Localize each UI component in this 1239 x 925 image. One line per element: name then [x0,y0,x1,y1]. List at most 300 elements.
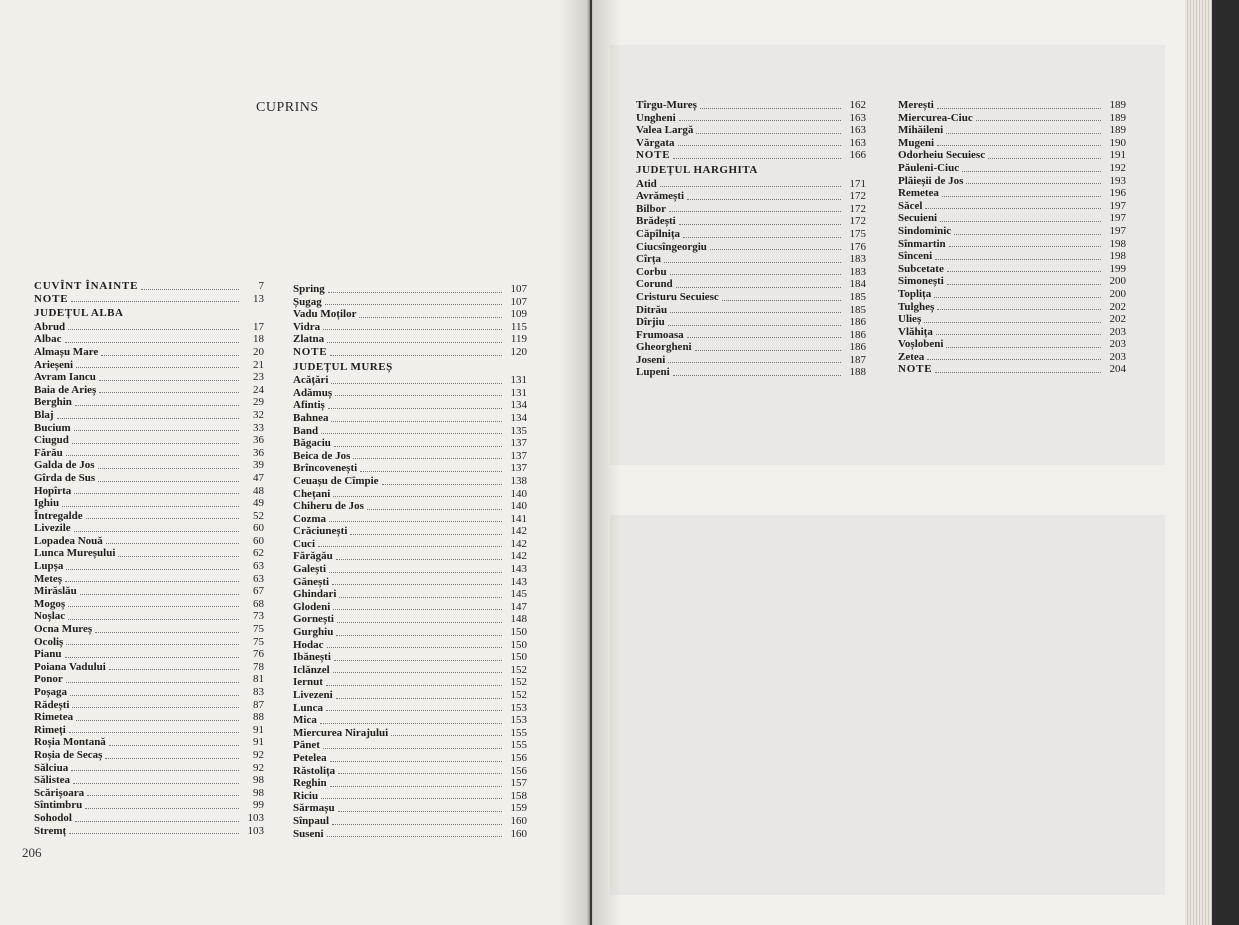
toc-column-4 [898,99,1126,376]
dot-leader [332,824,502,825]
entry-title: Bahnea [293,411,329,424]
entry-title: Pănet [293,739,320,752]
toc-entry [293,283,527,296]
dot-leader [676,287,841,288]
entry-title: Berghin [34,396,72,409]
entry-title: Band [293,424,319,437]
toc-entry [293,346,527,359]
toc-entry [898,313,1126,326]
entry-title: Poiana Vadului [34,660,106,673]
dot-leader [141,289,239,290]
dot-leader [66,455,239,456]
entry-title: Ighiu [34,497,60,510]
entry-page-number: 36 [253,446,264,459]
toc-entry [898,162,1126,175]
toc-entry [636,99,866,112]
entry-title: Ceuașu de Cîmpie [293,474,379,487]
dot-leader [72,707,239,708]
dot-leader [336,635,502,636]
toc-entry [293,450,527,463]
dot-leader [76,367,239,368]
toc-entry [636,278,866,291]
dot-leader [988,158,1101,159]
entry-title: Remetea [898,187,939,200]
entry-title: Roșia de Secaș [34,748,103,761]
entry-page-number: 134 [510,411,527,424]
toc-entry [293,689,527,702]
dot-leader [318,546,502,547]
toc-entry [898,187,1126,200]
toc-entry [34,346,264,359]
dot-leader [947,271,1101,272]
entry-page-number: 150 [510,638,527,651]
dot-leader [722,300,841,301]
toc-entry [293,296,527,309]
entry-page-number: 158 [510,789,527,802]
entry-page-number: 145 [510,588,527,601]
dot-leader [331,421,502,422]
entry-page-number: 142 [510,525,527,538]
toc-entry [34,724,264,737]
right-page [592,0,1212,925]
toc-entry [34,560,264,573]
dot-leader [74,493,239,494]
entry-page-number: 184 [849,278,866,291]
dot-leader [69,732,239,733]
toc-entry [34,585,264,598]
entry-title: NOTE [34,292,69,305]
bleed-through-area [610,515,1165,895]
entry-title: Atid [636,177,657,190]
entry-title: Ditrău [636,303,668,316]
dot-leader [66,644,239,645]
dot-leader [86,518,239,519]
dot-leader [320,723,502,724]
toc-entry [293,374,527,387]
dot-leader [696,133,841,134]
dot-leader [687,199,841,200]
entry-page-number: 76 [253,648,264,661]
entry-title: Rimetea [34,711,74,724]
dot-leader [76,720,239,721]
dot-leader [329,521,502,522]
entry-title: Ungheni [636,111,676,124]
dot-leader [946,347,1101,348]
entry-page-number: 155 [510,739,527,752]
entry-title: Corbu [636,265,667,278]
toc-entry [34,371,264,384]
entry-page-number: 160 [510,827,527,840]
entry-page-number: 131 [510,386,527,399]
toc-entry [293,626,527,639]
dot-leader [350,534,502,535]
entry-title: Rimeți [34,723,66,736]
dot-leader [360,471,502,472]
dot-leader [98,468,239,469]
county-heading [636,164,866,177]
toc-entry [636,112,866,125]
entry-title: Sălciua [34,761,69,774]
entry-page-number: 21 [253,358,264,371]
entry-page-number: 189 [1109,111,1126,124]
toc-entry [293,576,527,589]
entry-title: Scărișoara [34,786,85,799]
entry-page-number: 107 [510,295,527,308]
toc-entry [293,399,527,412]
dot-leader [679,224,841,225]
entry-page-number: 200 [1109,287,1126,300]
entry-title: Fărăgău [293,550,333,563]
entry-page-number: 176 [849,240,866,253]
entry-page-number: 183 [849,265,866,278]
dot-leader [329,572,502,573]
toc-entry [34,636,264,649]
dot-leader [935,372,1101,373]
entry-page-number: 143 [510,563,527,576]
dot-leader [391,735,502,736]
dot-leader [962,171,1101,172]
entry-page-number: 142 [510,550,527,563]
dot-leader [330,786,502,787]
dot-leader [106,543,239,544]
entry-page-number: 153 [510,701,527,714]
entry-title: Suseni [293,827,324,840]
entry-page-number: 185 [849,290,866,303]
entry-title: Brădești [636,215,676,228]
toc-entry [34,333,264,346]
entry-page-number: 13 [253,292,264,305]
toc-entry [34,774,264,787]
entry-page-number: 33 [253,421,264,434]
left-page [0,0,590,925]
toc-entry [293,752,527,765]
toc-entry [34,825,264,838]
dot-leader [669,211,841,212]
entry-title: Galda de Jos [34,459,95,472]
entry-page-number: 189 [1109,124,1126,137]
entry-title: Meteș [34,572,63,585]
dot-leader [934,297,1101,298]
toc-entry [293,639,527,652]
toc-entry [636,266,866,279]
entry-page-number: 87 [253,698,264,711]
entry-title: Păuleni-Ciuc [898,161,960,174]
entry-page-number: 60 [253,522,264,535]
entry-title: Tîrgu-Mureș [636,99,697,111]
toc-entry [34,485,264,498]
toc-entry [34,610,264,623]
toc-entry [636,137,866,150]
entry-title: Ulieș [898,313,922,326]
entry-page-number: 140 [510,487,527,500]
toc-entry [898,263,1126,276]
dot-leader [68,329,239,330]
entry-title: Gîrda de Sus [34,471,96,484]
entry-page-number: 62 [253,547,264,560]
dot-leader [935,259,1101,260]
entry-title: JUDEȚUL ALBA [34,307,124,320]
toc-entry [34,573,264,586]
entry-page-number: 203 [1109,350,1126,363]
dot-leader [700,108,841,109]
dot-leader [710,249,841,250]
dot-leader [109,669,239,670]
county-heading [293,361,527,374]
entry-page-number: 152 [510,689,527,701]
dot-leader [328,408,502,409]
toc-entry [293,828,527,841]
entry-title: JUDEȚUL MUREȘ [293,360,393,373]
toc-entry [293,488,527,501]
entry-title: Șugag [293,295,322,308]
entry-page-number: 152 [510,676,527,689]
toc-entry [34,736,264,749]
toc-entry [293,765,527,778]
entry-page-number: 153 [510,714,527,727]
entry-page-number: 138 [510,474,527,487]
entry-title: Bucium [34,421,71,434]
entry-title: Plăieșii de Jos [898,174,964,187]
dot-leader [359,317,502,318]
entry-title: Sărmașu [293,802,335,815]
toc-entry [293,525,527,538]
entry-page-number: 67 [253,585,264,598]
entry-page-number: 92 [253,748,264,761]
dot-leader [327,836,502,837]
dot-leader [670,274,841,275]
dot-leader [940,221,1101,222]
entry-title: Albac [34,333,62,346]
entry-title: Iernut [293,676,323,689]
entry-page-number: 196 [1109,187,1126,200]
toc-entry [898,137,1126,150]
entry-page-number: 204 [1109,363,1126,376]
entry-title: Vadu Moților [293,308,357,321]
dot-leader [98,481,239,482]
dot-leader [65,581,239,582]
entry-page-number: 137 [510,462,527,475]
entry-page-number: 199 [1109,262,1126,275]
entry-page-number: 134 [510,399,527,412]
entry-page-number: 157 [510,777,527,790]
entry-title: Cristuru Secuiesc [636,290,719,303]
toc-entry [293,613,527,626]
toc-entry [636,178,866,191]
toc-entry [636,190,866,203]
entry-page-number: 32 [253,408,264,421]
entry-title: Avram Iancu [34,371,96,384]
entry-title: Sohodol [34,811,72,824]
entry-title: Sîncenі [898,250,933,263]
entry-title: NOTE [636,149,671,162]
toc-entry [34,648,264,661]
toc-entry [293,412,527,425]
entry-title: Zlatna [293,333,325,346]
dot-leader [331,383,502,384]
entry-title: Beica de Jos [293,449,351,462]
entry-title: Lunca [293,701,323,714]
entry-title: Sînmartin [898,237,946,250]
entry-title: Galești [293,563,326,576]
entry-title: Subcetate [898,262,944,275]
toc-entry [293,550,527,563]
entry-page-number: 109 [510,308,527,321]
entry-page-number: 203 [1109,325,1126,338]
toc-entry [898,363,1126,376]
entry-title: Acățări [293,374,329,387]
dot-leader [80,594,239,595]
toc-entry [34,686,264,699]
entry-page-number: 91 [253,723,264,736]
entry-title: Mihăileni [898,124,944,137]
toc-entry [34,384,264,397]
entry-title: Sîntimbru [34,799,83,812]
dot-leader [966,183,1101,184]
dot-leader [75,405,239,406]
dot-leader [62,506,239,507]
entry-title: Vărgata [636,136,675,149]
toc-entry [898,124,1126,137]
entry-title: Tulgheș [898,300,935,313]
dot-leader [95,632,239,633]
entry-title: Mugeni [898,136,935,149]
toc-entry [34,699,264,712]
toc-entry [636,253,866,266]
toc-entry [293,714,527,727]
dot-leader [937,309,1101,310]
dot-leader [334,446,502,447]
entry-page-number: 183 [849,253,866,266]
entry-title: Întregalde [34,509,83,522]
entry-title: CUVÎNT ÎNAINTE [34,280,139,292]
entry-title: Ciucsîngeorgiu [636,240,707,253]
toc-entry [636,304,866,317]
dot-leader [924,322,1101,323]
toc-entry [34,535,264,548]
entry-page-number: 81 [253,673,264,686]
entry-page-number: 63 [253,560,264,573]
entry-title: Adămuș [293,386,333,399]
toc-entry [34,799,264,812]
entry-page-number: 185 [849,303,866,316]
entry-title: Mirăslău [34,585,77,598]
entry-page-number: 202 [1109,313,1126,326]
entry-title: Merești [898,99,934,111]
entry-title: Almașu Mare [34,345,99,358]
dot-leader [65,657,239,658]
dot-leader [99,380,239,381]
toc-entry [898,99,1126,112]
entry-title: Stremț [34,824,67,837]
entry-page-number: 152 [510,663,527,676]
toc-entry [898,112,1126,125]
dot-leader [323,748,502,749]
toc-entry [636,341,866,354]
dot-leader [668,325,841,326]
toc-entry [293,500,527,513]
entry-page-number: 131 [510,374,527,387]
dot-leader [321,433,502,434]
entry-title: Afintiș [293,399,325,412]
dot-leader [325,304,502,305]
toc-entry [34,711,264,724]
entry-title: Sălistea [34,774,71,787]
dot-leader [679,120,841,121]
dot-leader [976,120,1101,121]
toc-entry [636,316,866,329]
entry-page-number: 120 [510,345,527,358]
entry-title: Brîncovenești [293,462,358,475]
entry-title: Săcel [898,199,923,212]
dot-leader [335,395,502,396]
entry-page-number: 63 [253,572,264,585]
entry-page-number: 203 [1109,338,1126,351]
toc-entry [898,225,1126,238]
entry-title: Mogoș [34,597,66,610]
entry-page-number: 147 [510,600,527,613]
dot-leader [947,284,1101,285]
entry-page-number: 163 [849,111,866,124]
toc-entry [898,338,1126,351]
dot-leader [670,312,841,313]
entry-page-number: 107 [510,283,527,295]
dot-leader [109,745,239,746]
dot-leader [327,342,502,343]
dot-leader [660,186,841,187]
entry-page-number: 156 [510,751,527,764]
dot-leader [338,773,502,774]
dot-leader [336,559,502,560]
toc-entry [34,749,264,762]
entry-page-number: 68 [253,597,264,610]
entry-title: JUDEȚUL HARGHITA [636,163,758,176]
entry-title: Dîrjiu [636,316,665,329]
toc-entry [293,601,527,614]
toc-entry [293,588,527,601]
entry-page-number: 137 [510,437,527,450]
toc-entry [34,522,264,535]
dot-leader [664,262,841,263]
toc-entry [293,727,527,740]
entry-page-number: 49 [253,497,264,510]
entry-page-number: 135 [510,424,527,437]
entry-page-number: 91 [253,736,264,749]
toc-entry [293,664,527,677]
dot-leader [68,606,239,607]
dot-leader [85,808,239,809]
toc-entry [898,149,1126,162]
entry-page-number: 98 [253,786,264,799]
entry-page-number: 159 [510,802,527,815]
entry-page-number: 52 [253,509,264,522]
entry-page-number: 47 [253,471,264,484]
entry-page-number: 99 [253,799,264,812]
toc-entry [293,676,527,689]
entry-title: Gurghiu [293,626,334,639]
toc-entry [898,238,1126,251]
entry-title: Joseni [636,353,666,366]
entry-page-number: 92 [253,761,264,774]
entry-title: Ocna Mureș [34,623,93,636]
toc-entry [636,203,866,216]
entry-page-number: 197 [1109,212,1126,225]
dot-leader [65,342,240,343]
book-gutter [560,0,620,925]
entry-page-number: 137 [510,449,527,462]
toc-entry [293,651,527,664]
entry-title: Pianu [34,648,62,661]
dot-leader [353,458,502,459]
